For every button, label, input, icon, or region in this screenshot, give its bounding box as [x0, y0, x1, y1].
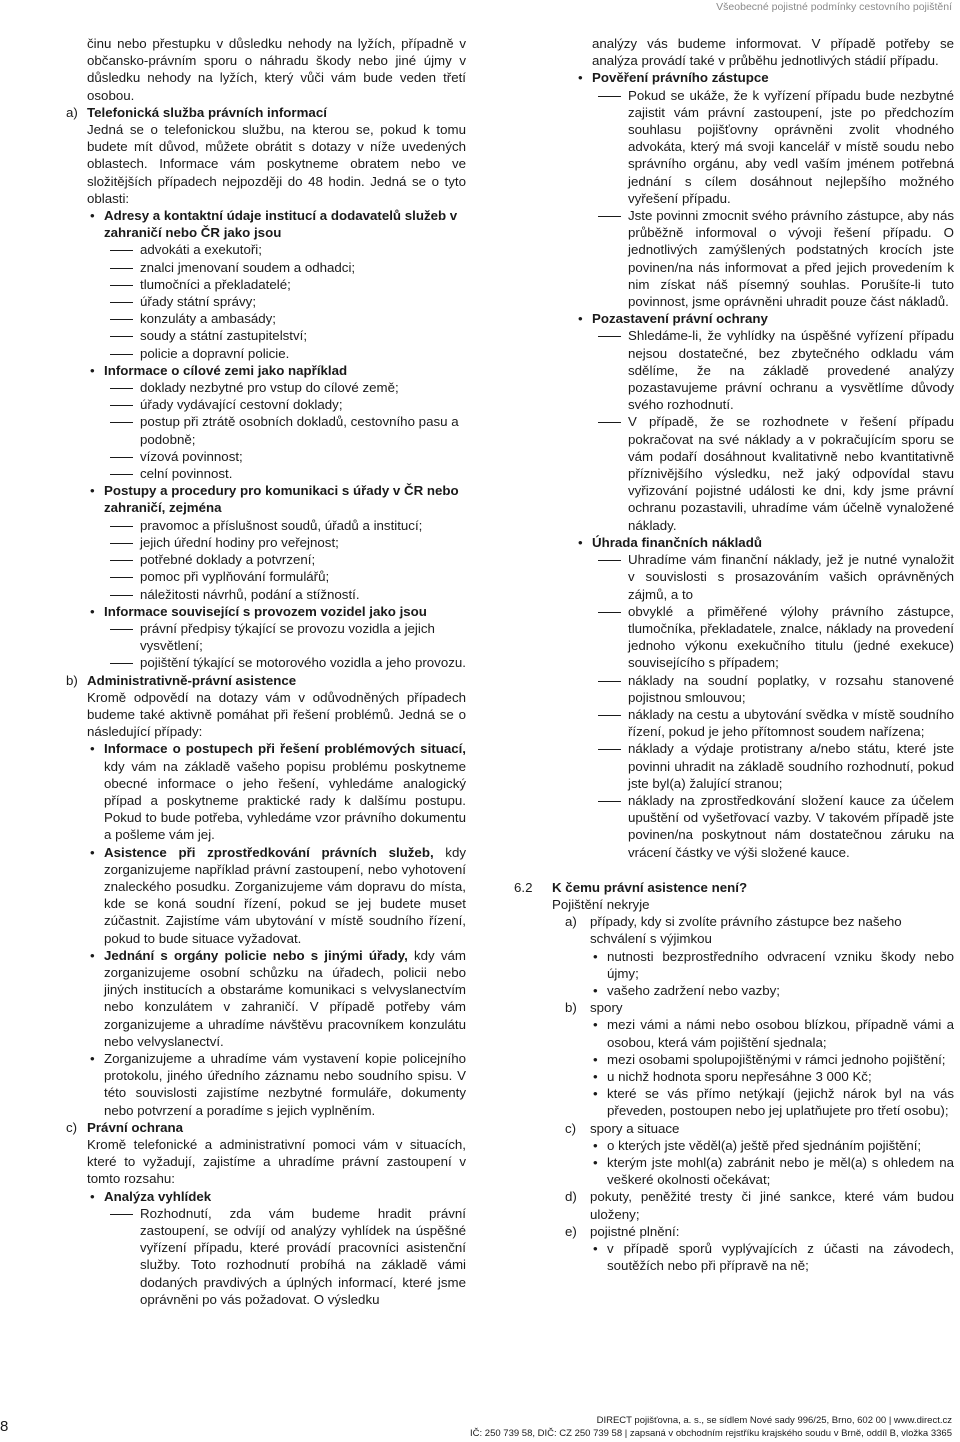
list-item: Pokud se ukáže, že k vyřízení případu bude nezbytné zajistit vám právní zastoupení, jste po předchozím souhlasu pojišťovny oprávněni zvolit vhodného advokáta, který má svoji kancelář v místě soudu nebo správního orgánu, aby vedl vaším jménem potřebná jednání s cílem dosáhnout nejlepšího možného vyřešení případu.	[592, 87, 954, 207]
protection-suspension	[575, 310, 954, 534]
footer	[470, 1414, 952, 1440]
exclusion-d-label: d)	[565, 1189, 577, 1205]
footer-registration: IČ: 250 739 58, DIČ: CZ 250 739 58 | zapsaná v obchodním rejstříku krajského soudu v Brně, oddíl B, vložka 3365	[470, 1428, 952, 1439]
section-b-text: Kromě odpovědí na dotazy vám v odůvodněných případech budeme také aktivně pomáhat při řešení problémů. Jedná se o následující případy:	[87, 689, 466, 740]
section-c-list	[87, 1188, 466, 1308]
list-item: pomoc při vyplňování formulářů;	[104, 568, 466, 585]
list-item: úřady vydávající cestovní doklady;	[104, 396, 466, 413]
case-authorities-title: Jednání s orgány policie nebo s jinými úřady,	[104, 947, 408, 963]
section-a-topics	[87, 207, 466, 671]
list-item: vízová povinnost;	[104, 448, 466, 465]
left-column	[66, 35, 466, 1308]
list-item: Jste povinni zmocnit svého právního zástupce, aby nás průběžně informoval o vývoji řešení případu. O jednotlivých zamýšlených podstatných krocích jste povinen/na nás informovat a před jejich provedením k nim získat náš písemný souhlas. Porušíte-li tuto povinnost, jsme oprávněni uhradit pouze část nákladů.	[592, 207, 954, 310]
topic-addresses-list	[104, 241, 466, 361]
list-item: úřady státní správy;	[104, 293, 466, 310]
list-item: náklady na soudní poplatky, v rozsahu stanovené pojistnou smlouvou;	[592, 672, 954, 706]
legal-protection-list	[514, 69, 954, 860]
case-copies: • Zorganizujeme a uhradíme vám vystavení kopie policejního protokolu, jiného úředního záznamu nebo soudního spisu. V této souvislosti zajistíme nezbytné formuláře, dokumenty nebo potvrzení a poradíme s jejich vyplněním.	[87, 1050, 466, 1119]
lawyer-appointment-title: Pověření právního zástupce	[592, 70, 769, 86]
list-item: náklady a výdaje protistrany a/nebo státu, které jste povinni uhradit na základě soudního rozhodnutí, pokud jste byl(a) žalující stranou;	[592, 740, 954, 792]
footer-address: DIRECT pojišťovna, a. s., se sídlem Nové sady 996/25, Brno, 602 00 | www.direct.cz	[596, 1415, 952, 1426]
cost-reimbursement-title: Úhrada finančních nákladů	[592, 534, 762, 550]
list-item: náležitosti návrhů, podání a stížností.	[104, 586, 466, 603]
analysis-title: Analýza vyhlídek	[104, 1188, 212, 1204]
right-column	[514, 35, 954, 1274]
case-authorities	[87, 947, 466, 1050]
exclusion-a-label: a)	[565, 914, 577, 930]
list-item: • nutnosti bezprostředního odvracení vzniku škody nebo újmy;	[590, 948, 954, 982]
list-item: soudy a státní zastupitelství;	[104, 327, 466, 344]
topic-addresses-title: Adresy a kontaktní údaje institucí a dodavatelů služeb v zahraničí nebo ČR jako jsou	[104, 208, 458, 241]
list-item: tlumočníci a překladatelé;	[104, 276, 466, 293]
list-item: konzuláty a ambasády;	[104, 310, 466, 327]
list-item: Shledáme-li, že vyhlídky na úspěšné vyřízení případu nejsou dostatečné, bez zbytečného odkladu vám sdělíme, že na základě provedené analýzy pozastavujeme právní ochranu a vysvětlíme důvody svého rozhodnutí.	[592, 327, 954, 413]
exclusion-d	[565, 1188, 954, 1222]
list-item: • kterým jste mohl(a) zabránit nebo je měl(a) s ohledem na veškeré okolnosti očekávat;	[590, 1154, 954, 1188]
case-problem-solving-text: kdy vám na základě vašeho popisu problému poskytneme obecné informace o jeho řešení, vyhledáme analogický případ a poskytneme praktické rady k dalšímu postupu. Pokud to bude potřeba, vyhledáme vzor právního dokumentu a pošleme vám jej.	[104, 758, 466, 843]
section-a	[66, 104, 466, 672]
case-problem-solving-title: Informace o postupech při řešení problémových situací,	[104, 741, 466, 757]
case-legal-services-text: kdy zorganizujeme například právní zastoupení, nebo vyhotovení znaleckého posudku. Zorganizujeme vám dopravu do místa, kde se koná soudní řízení, pokud se jej budete muset zúčastnit. Zajistíme vám ubytování v místě soudního řízení, pokud to bude situace vyžadovat.	[104, 844, 466, 946]
list-item: postup při ztrátě osobních dokladů, cestovního pasu a podobně;	[104, 413, 466, 447]
list-item: náklady na zprostředkování složení kauce za účelem upuštění od vyšetřovací vazby. V takovém případě jste povinen/na poskytnout nám dostatečnou záruku na vrácení částky ve výši složené kauce.	[592, 792, 954, 861]
exclusion-c-label: c)	[565, 1120, 577, 1136]
section-a-label: a)	[66, 104, 78, 120]
exclusion-e-label: e)	[565, 1223, 577, 1239]
exclusion-c-text: spory a situace	[590, 1120, 680, 1136]
section-c-title: Právní ochrana	[87, 1119, 184, 1135]
analysis-item	[87, 1188, 466, 1308]
list-item: V případě, že se rozhodnete v řešení případu pokračovat na své náklady a v pokračujícím sporu se vám podaří dosáhnout kvalitativně nebo kvantitativně příznivějšího výsledku, než jaký odpovídal stavu vyřizování pojistné události ke dni, kdy jsme právní ochranu pozastavili, uhradíme vám účelně vynaložené náklady.	[592, 413, 954, 533]
exclusion-e-list	[590, 1240, 954, 1274]
list-item: policie a dopravní policie.	[104, 345, 466, 362]
running-header: Všeobecné pojistné podmínky cestovního pojištění	[716, 1, 952, 13]
topic-vehicles-title: Informace související s provozem vozidel jako jsou	[104, 603, 427, 619]
topic-procedures	[87, 482, 466, 602]
list-item: pravomoc a příslušnost soudů, úřadů a institucí;	[104, 517, 466, 534]
topic-destination	[87, 362, 466, 482]
list-item: potřebné doklady a potvrzení;	[104, 551, 466, 568]
exclusion-b-label: b)	[565, 1000, 577, 1016]
list-item: jejich úřední hodiny pro veřejnost;	[104, 534, 466, 551]
exclusion-d-text: pokuty, peněžité tresty či jiné sankce, které vám budou uloženy;	[590, 1189, 954, 1222]
protection-suspension-title: Pozastavení právní ochrany	[592, 311, 768, 327]
case-legal-services-title: Asistence při zprostředkování právních služeb,	[104, 844, 434, 860]
exclusion-c-list	[590, 1137, 954, 1189]
list-item: • které se vás přímo netýkají (jejichž nárok byl na vás převeden, postoupen nebo jej uplatňujete pro třetí osobu);	[590, 1085, 954, 1119]
exclusion-b-text: spory	[590, 1000, 623, 1016]
topic-vehicles-list	[104, 620, 466, 672]
case-legal-services	[87, 844, 466, 947]
section-c-label: c)	[66, 1119, 78, 1135]
exclusion-b	[565, 999, 954, 1119]
exclusion-e	[565, 1223, 954, 1275]
list-item: náklady na cestu a ubytování svědka v místě soudního řízení, pokud je jeho přítomnost soudem nařízena;	[592, 706, 954, 740]
section-b-cases	[87, 740, 466, 1118]
list-item: • mezi osobami spolupojištěnými v rámci jednoho pojištění;	[590, 1051, 954, 1068]
list-item: • vašeho zadržení nebo vazby;	[590, 982, 954, 999]
section-a-text: Jedná se o telefonickou službu, na kterou se, pokud k tomu budete mít důvod, můžete obrátit s dotazy v níže uvedených oblastech. Informace vám poskytneme obratem nebo ve složitějších případech nejpozději do 48 hodin. Jedná se o tyto oblasti:	[87, 122, 466, 206]
section-c-text: Kromě telefonické a administrativní pomoci vám v situacích, které to vyžadují, zajistíme a uhradíme právní zastoupení v tomto rozsahu:	[87, 1137, 466, 1187]
exclusion-e-text: pojistné plnění:	[590, 1223, 680, 1239]
lawyer-appointment	[575, 69, 954, 310]
list-item: znalci jmenovaní soudem a odhadci;	[104, 259, 466, 276]
analysis-text: Rozhodnutí, zda vám budeme hradit právní zastoupení, se odvíjí od analýzy vyhlídek na úspěšné vyřízení případu, které provádí pracovníci asistenční služby. Toto rozhodnutí probíhá na základě vámi dodaných pravdivých a úplných informací, které jsme oprávněni po vás požadovat. O výsledku	[104, 1205, 466, 1308]
list-item: celní povinnost.	[104, 465, 466, 482]
section-6-2	[514, 879, 954, 1275]
case-problem-solving	[87, 740, 466, 843]
section-b-title: Administrativně-právní asistence	[87, 672, 297, 688]
section-6-2-intro: Pojištění nekryje	[552, 896, 650, 912]
topic-vehicles	[87, 603, 466, 672]
exclusion-c	[565, 1120, 954, 1189]
case-authorities-text: kdy vám zorganizujeme osobní schůzku na úřadech, policii nebo jiných institucích a obstaráme komunikaci s velvyslanectvím nebo konzulátem v zahraničí. V případě potřeby vám zorganizujeme a uhradíme návštěvu pracovníkem konzulátu nebo velvyslanectví.	[104, 947, 466, 1049]
analysis-list	[104, 1205, 466, 1308]
list-item: pojištění týkající se motorového vozidla a jeho provozu.	[104, 654, 466, 671]
topic-destination-list	[104, 379, 466, 482]
continued-paragraph: činu nebo přestupku v důsledku nehody na lyžích, případně v občansko-právním sporu o náhradu škody nebo jiné újmy v důsledku nehody na lyžích, který vůči vám bude veden třetí osobou.	[87, 36, 466, 103]
section-6-2-number: 6.2	[514, 879, 533, 895]
exclusion-b-list	[590, 1016, 954, 1119]
list-item: obvyklé a přiměřené výlohy právního zástupce, tlumočníka, překladatele, znalce, náklady na provedení jednoho výkonu exekučního titulu (jedné exekuce) souvisejícího s případem;	[592, 603, 954, 672]
list-item: • mezi vámi a námi nebo osobou blízkou, případně vámi a osobou, která vám pojištění sjednala;	[590, 1016, 954, 1050]
section-c	[66, 1119, 466, 1308]
list-item: Uhradíme vám finanční náklady, jež je nutné vynaložit v souvislosti s prosazováním vašich oprávněných zájmů, a to	[592, 551, 954, 603]
section-6-2-title: K čemu právní asistence není?	[552, 879, 748, 895]
topic-procedures-title: Postupy a procedury pro komunikaci s úřady v ČR nebo zahraničí, zejména	[104, 483, 459, 516]
list-item: • u nichž hodnota sporu nepřesáhne 3 000 Kč;	[590, 1068, 954, 1085]
list-item: advokáti a exekutoři;	[104, 241, 466, 258]
topic-addresses	[87, 207, 466, 362]
topic-destination-title: Informace o cílové zemi jako například	[104, 362, 348, 378]
protection-suspension-list	[592, 327, 954, 533]
section-b-label: b)	[66, 672, 78, 688]
cost-reimbursement-list	[592, 551, 954, 861]
section-a-title: Telefonická služba právních informací	[87, 104, 327, 120]
exclusion-a-text: případy, kdy si zvolíte právního zástupce bez našeho schválení s výjimkou	[590, 914, 902, 947]
continued-text: analýzy vás budeme informovat. V případě potřeby se analýza provádí také v průběhu jednotlivých stádií případu.	[592, 36, 954, 69]
list-item: • v případě sporů vyplývajících z účasti na závodech, soutěžích nebo při přípravě na ně;	[590, 1240, 954, 1274]
topic-procedures-list	[104, 517, 466, 603]
section-b	[66, 672, 466, 1119]
list-item: doklady nezbytné pro vstup do cílové země;	[104, 379, 466, 396]
lawyer-appointment-list	[592, 87, 954, 311]
exclusion-a	[565, 913, 954, 999]
list-item: • o kterých jste věděl(a) ještě před sjednáním pojištění;	[590, 1137, 954, 1154]
exclusion-a-list	[590, 948, 954, 1000]
cost-reimbursement	[575, 534, 954, 861]
list-item: právní předpisy týkající se provozu vozidla a jejich vysvětlení;	[104, 620, 466, 654]
page-number: 8	[0, 1418, 9, 1435]
